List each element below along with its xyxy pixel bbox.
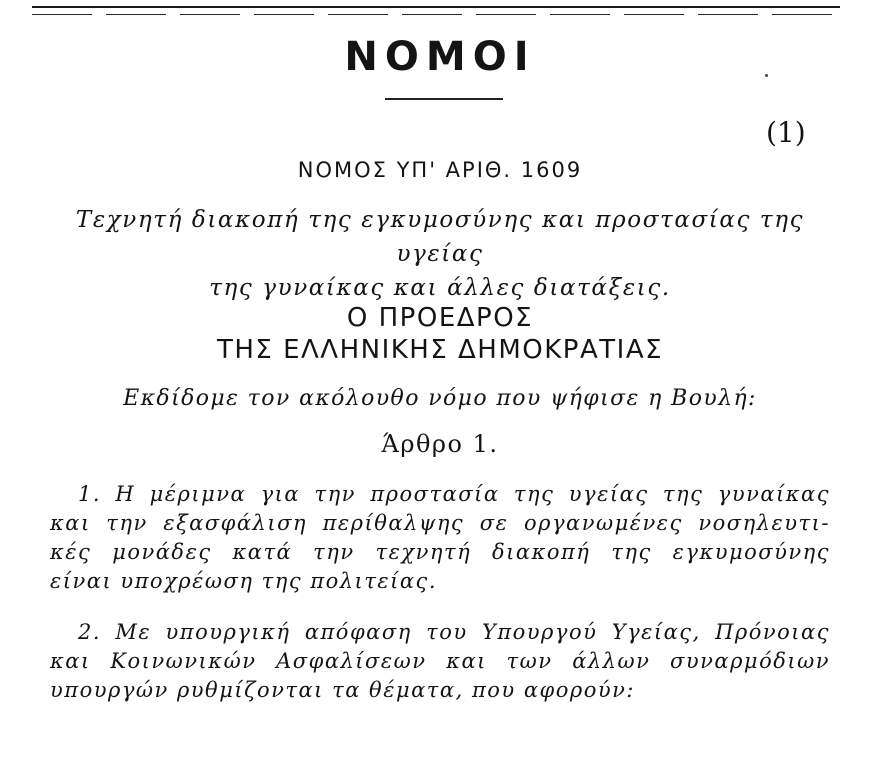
print-speck: [765, 74, 768, 77]
paragraph-line: 2. Με υπουργική απόφαση του Υπουργού Υγείας, Πρόνοιας: [78, 620, 830, 644]
law-number: ΝΟΜΟΣ ΥΠ' ΑΡΙΘ. 1609: [297, 158, 583, 182]
paragraph-line: και Κοινωνικών Ασφαλίσεων και των άλλων συναρμόδιων: [50, 649, 830, 673]
law-subject-line: Τεχνητή διακοπή της εγκυμοσύνης και προστασίας της υγείας: [75, 207, 805, 267]
paragraph-line: είναι υποχρέωση της πολιτείας.: [50, 569, 437, 593]
paragraph-line: και την εξασφάλιση περίθαλψης σε οργανωμένες νοσηλευτι-: [50, 511, 830, 535]
president-heading: [0, 302, 880, 366]
paragraph-line: κές μονάδες κατά την τεχνητή διακοπή της εγκυμοσύνης: [50, 540, 830, 564]
president-heading-line: ΤΗΣ ΕΛΛΗΝΙΚΗΣ ΔΗΜΟΚΡΑΤΙΑΣ: [216, 335, 664, 365]
paragraph-line: υπουργών ρυθμίζονται τα θέματα, που αφορούν:: [50, 678, 635, 702]
page-mark: (1): [766, 116, 806, 149]
header-rule: [32, 6, 840, 8]
article-heading: Άρθρο 1.: [381, 430, 499, 458]
law-subject-line: της γυναίκας και άλλες διατάξεις.: [209, 275, 671, 301]
paragraph-1: [50, 480, 830, 596]
promulgation-formula: Εκδίδομε τον ακόλουθο νόμο που ψήφισε η Βουλή:: [123, 386, 757, 411]
paragraph-2: [50, 618, 830, 705]
section-title: ΝΟΜΟΙ: [344, 34, 536, 80]
president-heading-line: Ο ΠΡΟΕΔΡΟΣ: [346, 303, 534, 333]
header-rule-broken: [32, 14, 840, 15]
law-subject: [40, 203, 840, 305]
paragraph-line: 1. Η μέριμνα για την προστασία της υγείας της γυναίκας: [78, 482, 830, 506]
title-underline: [385, 98, 503, 100]
